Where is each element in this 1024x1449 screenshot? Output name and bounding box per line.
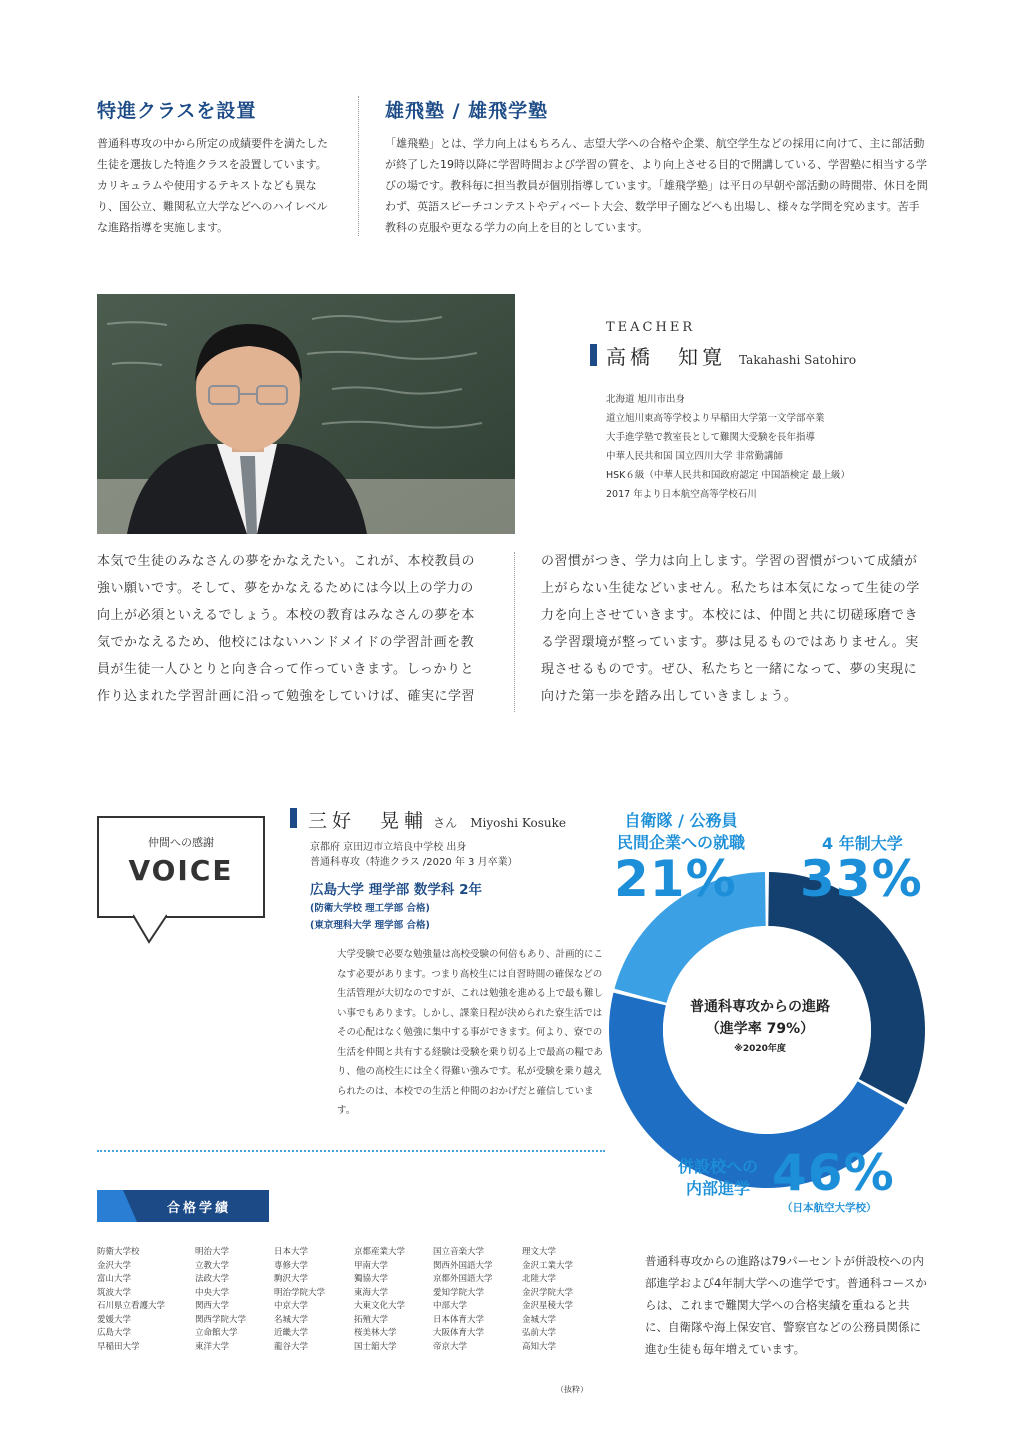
results-item: 法政大学: [195, 1274, 230, 1284]
yuhijuku-text: 「雄飛塾」とは、学力向上はもちろん、志望大学への合格や企業、航空学生などの採用に向けて、主に部活動が終了した19時以降に学習時間および学習の質を、より向上させる目的で開講している、学習塾に相当する学びの場です。教科毎に担当教員が個別指導しています。「雄飛学塾」は平日の早朝や部活動の時間帯、休日を問わず、英語スピーチコンテストやディベート大会、数学甲子園などへも出場し、様々な学問を究めます。苦手教科の克服や更なる学力の向上を目的としています。: [385, 137, 928, 234]
profile-line: HSK６級（中華人民共和国政府認定 中国語検定 最上級）: [606, 470, 850, 481]
chart-subtitle: （進学率 79%）: [705, 1021, 815, 1037]
voice-small-label: 仲間への感謝: [148, 836, 214, 849]
results-heading: 合格学績: [167, 1201, 232, 1216]
student-origin: 京都府 京田辺市立培良中学校 出身: [310, 842, 467, 853]
chart-label-internal-l2: 内部進学: [685, 1179, 750, 1198]
teacher-name: 高橋 知寛: [606, 345, 726, 369]
results-note: （抜粋）: [556, 1385, 588, 1394]
teacher-label: TEACHER: [606, 320, 696, 335]
teacher-name-en: Takahashi Satohiro: [739, 353, 857, 367]
results-col-6: [522, 1246, 573, 1354]
results-item: 理文大学: [522, 1247, 557, 1257]
chart-sublabel-internal: （日本航空大学校）: [782, 1202, 877, 1214]
results-col-2: [195, 1246, 246, 1354]
results-item: 北陸大学: [522, 1274, 557, 1284]
profile-line: 道立旭川東高等学校より早稲田大学第一文学部卒業: [606, 413, 825, 424]
teacher-name-bar: [590, 344, 597, 366]
student-name-en: Miyoshi Kosuke: [470, 816, 567, 830]
results-item: 関西外国語大学: [433, 1260, 493, 1271]
results-item: 弘前大学: [522, 1328, 557, 1338]
chart-label-internal: [668, 1156, 768, 1200]
results-item: 大阪体育大学: [433, 1328, 485, 1338]
results-item: 日本大学: [274, 1247, 309, 1257]
results-item: 京都産業大学: [354, 1247, 406, 1257]
results-item: 大東文化大学: [354, 1301, 406, 1311]
profile-line: 中華人民共和国 国立四川大学 非常勤講師: [606, 451, 784, 462]
chart-value-university: 33%: [800, 850, 923, 908]
voice-title: VOICE: [128, 854, 234, 887]
results-item: 京都外国語大学: [433, 1274, 493, 1284]
results-item: 愛知学院大学: [433, 1287, 485, 1298]
results-item: 帝京大学: [433, 1341, 468, 1352]
results-heading-accent: [97, 1190, 137, 1222]
results-item: 中京大学: [274, 1301, 309, 1311]
results-item: 東洋大学: [195, 1341, 230, 1352]
chart-label-employment-l2: 民間企業への就職: [616, 833, 745, 852]
student-pass-1: (防衛大学校 理工学部 合格): [310, 903, 430, 914]
results-heading-box: [97, 1190, 269, 1222]
results-item: 明治学院大学: [274, 1287, 326, 1298]
profile-line: 2017 年より日本航空高等学校石川: [606, 489, 757, 500]
chart-note: ※2020年度: [734, 1044, 786, 1054]
section-divider: [97, 1150, 605, 1152]
yuhijuku-heading: 雄飛塾 / 雄飛学塾: [385, 100, 549, 122]
results-item: 広島大学: [97, 1328, 132, 1338]
student-voice-text: 大学受験で必要な勉強量は高校受験の何倍もあり、計画的にこなす必要があります。つまり高校生には自習時間の確保などの生活管理が大切なのですが、これは勉強を進める上で最も難しい事でもあります。しかし、課業日程が決められた寮生活ではその心配はなく勉強に集中する事ができます。何より、寮での生活を仲間と共有する経験は受験を乗り切る上で最高の糧であり、他の高校生には全く得難い強みです。私が受験を乗り越えられたのは、本校での生活と仲間のおかげだと確信しています。: [337, 949, 604, 1116]
teacher-photo: [97, 294, 515, 534]
teacher-message-right: の習慣がつき、学力は向上します。学習の習慣がついて成績が上がらない生徒などいません。私たちは本気になって生徒の学力を向上させていきます。本校には、仲間と共に切磋琢磨できる学習環境が整っています。夢は見るものではありません。実現させるものです。ぜひ、私たちと一緒になって、夢の実現に向けた第一歩を踏み出していきましょう。: [541, 554, 920, 704]
results-col-4: [354, 1246, 405, 1354]
results-item: 龍谷大学: [274, 1341, 309, 1352]
student-course: 普通科専攻（特進クラス /2020 年 3 月卒業）: [310, 857, 518, 868]
results-item: 名城大学: [274, 1314, 309, 1325]
results-item: 中央大学: [195, 1287, 230, 1298]
results-item: 立教大学: [195, 1260, 230, 1271]
results-item: 明治大学: [195, 1247, 230, 1257]
results-item: 石川県立看護大学: [97, 1301, 166, 1311]
results-item: 金沢学院大学: [522, 1287, 574, 1298]
chart-label-employment: [606, 810, 756, 854]
results-item: 金沢工業大学: [522, 1260, 574, 1271]
results-item: 甲南大学: [354, 1260, 389, 1271]
teacher-profile: [606, 390, 850, 504]
teacher-name-row: [606, 341, 856, 370]
results-item: 富山大学: [97, 1274, 132, 1284]
chart-label-internal-l1: 併設校への: [677, 1157, 758, 1176]
results-item: 桜美林大学: [354, 1328, 397, 1338]
chart-label-university: 4 年制大学: [822, 834, 903, 853]
results-item: 高知大学: [522, 1341, 557, 1352]
career-summary: 普通科専攻からの進路は79パーセントが併設校への内部進学および4年制大学への進学です。普通科コースからは、これまで難関大学への合格実績を重ねると共に、自衛隊や海上保安官、警察官などの公務員関係に進む生徒も毎年増えています。: [645, 1254, 927, 1356]
profile-line: 大手進学塾で教室長として難関大受験を長年指導: [606, 432, 816, 443]
chart-center: [660, 996, 860, 1054]
results-item: 防衛大学校: [97, 1247, 140, 1257]
student-university: 広島大学 理学部 数学科 2年: [310, 882, 482, 898]
results-item: 日本体育大学: [433, 1314, 485, 1325]
student-name: 三好 晃輔: [308, 810, 429, 832]
student-name-row: [308, 806, 566, 833]
message-divider: [514, 552, 515, 712]
student-pass-2: (東京理科大学 理学部 合格): [310, 920, 430, 931]
chart-value-employment: 21%: [614, 850, 737, 908]
results-item: 駒沢大学: [274, 1274, 309, 1284]
teacher-message-left: 本気で生徒のみなさんの夢をかなえたい。これが、本校教員の強い願いです。そして、夢をかなえるためには今以上の学力の向上が必須といえるでしょう。本校の教育はみなさんの夢を本気でかなえるため、他校にはないハンドメイドの学習計画を教員が生徒一人ひとりと向き合って作っていきます。しっかりと作り込まれた学習計画に沿って勉強をしていけば、確実に学習: [97, 554, 476, 704]
results-item: 関西学院大学: [195, 1314, 247, 1325]
results-item: 早稲田大学: [97, 1341, 140, 1352]
results-item: 立命館大学: [195, 1328, 238, 1338]
chart-value-internal: 46%: [772, 1144, 895, 1202]
tokushin-heading: 特進クラスを設置: [97, 100, 257, 122]
student-name-bar: [290, 808, 297, 828]
voice-box: [97, 816, 265, 918]
speech-tail: [133, 914, 167, 944]
results-col-5: [433, 1246, 493, 1354]
voice-badge: [97, 816, 265, 946]
chart-label-employment-l1: 自衛隊 / 公務員: [624, 811, 738, 830]
chart-title: 普通科専攻からの進路: [690, 999, 830, 1015]
results-item: 国士舘大学: [354, 1341, 397, 1352]
results-item: 専修大学: [274, 1260, 309, 1271]
results-item: 東海大学: [354, 1287, 389, 1298]
results-col-3: [274, 1246, 325, 1354]
results-item: 金城大学: [522, 1314, 557, 1325]
student-honorific: さん: [433, 816, 458, 830]
top-divider: [358, 96, 359, 236]
results-item: 拓殖大学: [354, 1314, 389, 1325]
results-item: 国立音楽大学: [433, 1247, 485, 1257]
results-item: 関西大学: [195, 1301, 230, 1311]
profile-line: 北海道 旭川市出身: [606, 394, 686, 405]
teacher-photo-illustration: [97, 294, 515, 534]
results-item: 獨協大学: [354, 1274, 389, 1284]
tokushin-text: 普通科専攻の中から所定の成績要件を満たした生徒を選抜した特進クラスを設置しています。カリキュラムや使用するテキストなども異なり、国公立、難関私立大学などへのハイレベルな進路指導を実施します。: [97, 137, 328, 234]
results-item: 愛媛大学: [97, 1314, 132, 1325]
results-item: 近畿大学: [274, 1328, 309, 1338]
results-item: 筑波大学: [97, 1287, 132, 1298]
results-col-1: [97, 1246, 165, 1354]
results-item: 金沢星稜大学: [522, 1301, 574, 1311]
results-item: 中部大学: [433, 1301, 468, 1311]
results-item: 金沢大学: [97, 1260, 132, 1271]
